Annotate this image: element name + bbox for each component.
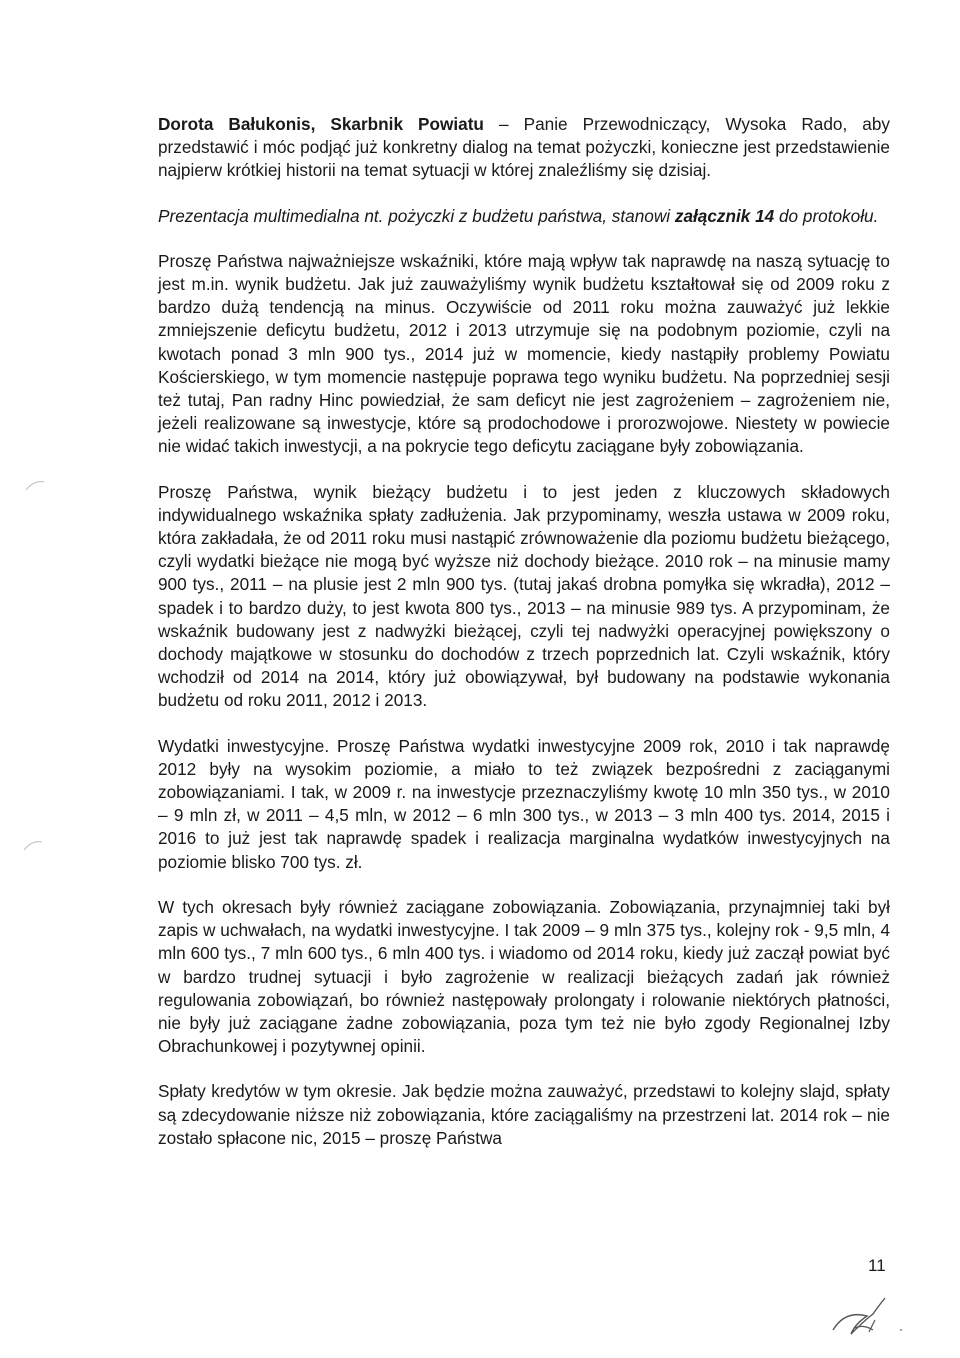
speaker-dash: – [483,114,524,134]
speaker-text: Panie Przewodniczący, Wysoka Rado, aby przedstawić i móc podjąć już konkretny dialog na temat pożyczki, konieczne jest przedstawienie najpierw krótkiej historii na temat sytuacji w której znaleźliśmy się dzisiaj. [158,114,890,181]
margin-mark-icon [24,478,46,492]
margin-mark-icon [22,838,44,852]
paragraph-investment-expenses: Wydatki inwestycyjne. Proszę Państwa wydatki inwestycyjne 2009 rok, 2010 i tak naprawdę 2012 były na wysokim poziomie, a miało to też związek bezpośredni z zaciąganymi zobowiązaniami. I tak, w 2009 r. na inwestycje przeznaczyliśmy kwotę 10 mln 350 tys., w 2010 – 9 mln zł, w 2011 – 4,5 mln, w 2012 – 6 mln 300 tys., w 2013 – 3 mln 400 tys. 2014, 2015 i 2016 to już jest tak naprawdę spadek i realizacja marginalna wydatków inwestycyjnych na poziomie blisko 700 tys. zł. [158,735,890,872]
page-number: 11 [868,1256,886,1275]
document-body [158,113,890,1172]
attachment-note-text: Prezentacja multimedialna nt. pożyczki z budżetu państwa, stanowi [158,205,675,226]
speaker-paragraph [158,113,890,183]
paragraph-current-budget: Proszę Państwa, wynik bieżący budżetu i to jest jeden z kluczowych składowych indywidualnego wskaźnika spłaty zadłużenia. Jak przypominamy, weszła ustawa w 2009 roku, która zakładała, że od 2011 roku musi nastąpić zrównoważenie dla poziomu budżetu bieżącego, czyli wydatki bieżące nie mogą być wyższe niż dochody bieżące. 2010 rok – na minusie mamy 900 tys., 2011 – na plusie jest 2 mln 900 tys. (tutaj jakaś drobna pomyłka się wkradła), 2012 – spadek i to bardzo duży, to jest kwota 800 tys., 2013 – na minusie 989 tys. A przypominam, że wskaźnik budowany jest z nadwyżki bieżącej, czyli tej nadwyżki operacyjnej powiększony o dochody majątkowe w stosunku do dochodów z trzech poprzednich lat. Czyli wskaźnik, który wchodził od 2014 na 2014, który już obowiązywał, był budowany na podstawie wykonania budżetu od roku 2011, 2012 i 2013. [158,481,890,711]
attachment-note-bold: załącznik 14 [674,205,775,226]
signature-icon [815,1290,915,1350]
paragraph-liabilities: W tych okresach były również zaciągane zobowiązania. Zobowiązania, przynajmniej taki był zapis w uchwałach, na wydatki inwestycyjne. I tak 2009 – 9 mln 375 tys., kolejny rok - 9,5 mln, 4 mln 600 tys., 7 mln 600 tys., 6 mln 400 tys. i wiadomo od 2014 roku, kiedy już zaczął powiat być w bardzo trudnej sytuacji i było zagrożenie w realizacji bieżących zadań jak również regulowania zobowiązań, bo również następowały prolongaty i rolowanie niektórych płatności, nie były już zaciągane żadne zobowiązania, poza tym też nie było zgody Regionalnej Izby Obrachunkowej i pozytywnej opinii. [158,896,890,1057]
attachment-note-tail: do protokołu. [774,205,879,226]
speaker-name: Dorota Bałukonis, Skarbnik Powiatu [158,114,484,134]
paragraph-loan-repayments: Spłaty kredytów w tym okresie. Jak będzie można zauważyć, przedstawi to kolejny slajd, spłaty są zdecydowanie niższe niż zobowiązania, które zaciągaliśmy na przestrzeni lat. 2014 rok – nie zostało spłacone nic, 2015 – proszę Państwa [158,1081,890,1148]
attachment-note [158,205,890,228]
paragraph-budget-result: Proszę Państwa najważniejsze wskaźniki, które mają wpływ tak naprawdę na naszą sytuację to jest m.in. wynik budżetu. Jak już zauważyliśmy wynik budżetu kształtował się od 2009 roku z bardzo dużą tendencją na minus. Oczywiście od 2011 roku można zauważyć już lekkie zmniejszenie deficytu budżetu, 2012 i 2013 utrzymuje się na podobnym poziomie, czyli na kwotach ponad 3 mln 900 tys., 2014 już w momencie, kiedy nastąpiły problemy Powiatu Kościerskiego, w tym momencie następuje poprawa tego wyniku budżetu. Na poprzedniej sesji też tutaj, Pan radny Hinc powiedział, że sam deficyt nie jest zagrożeniem – zagrożeniem nie, jeżeli realizowane są inwestycje, które są prodochodowe i prorozwojowe. Niestety w powiecie nie widać takich inwestycji, a na pokrycie tego deficytu zaciągane były zobowiązania. [158,250,890,457]
